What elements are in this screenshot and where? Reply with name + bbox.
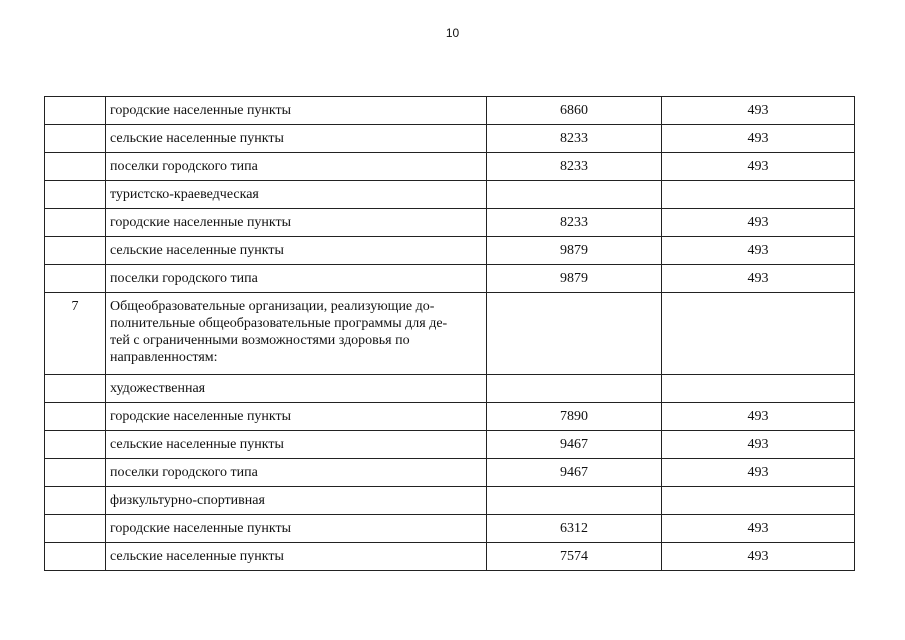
row-value-2: 493 [662,265,855,293]
row-value-2: 493 [662,543,855,571]
row-value-1: 8233 [487,209,662,237]
row-name: туристско-краеведческая [106,181,487,209]
row-number [45,153,106,181]
row-number [45,181,106,209]
row-number [45,515,106,543]
row-value-1: 6312 [487,515,662,543]
row-value-2: 493 [662,459,855,487]
row-value-1 [487,181,662,209]
row-number: 7 [45,293,106,375]
row-value-2: 493 [662,97,855,125]
row-number [45,97,106,125]
row-name: поселки городского типа [106,153,487,181]
row-number [45,459,106,487]
row-value-1: 6860 [487,97,662,125]
row-name: художественная [106,375,487,403]
row-name: сельские населенные пункты [106,125,487,153]
table-row [45,237,855,265]
row-name: сельские населенные пункты [106,237,487,265]
row-number [45,431,106,459]
row-name: поселки городского типа [106,265,487,293]
row-value-1 [487,375,662,403]
row-name: городские населенные пункты [106,403,487,431]
row-value-2: 493 [662,237,855,265]
row-number [45,265,106,293]
row-value-2: 493 [662,209,855,237]
row-name: городские населенные пункты [106,209,487,237]
row-number [45,543,106,571]
table-row [45,543,855,571]
table-row [45,209,855,237]
table-row [45,181,855,209]
row-number [45,209,106,237]
row-number [45,487,106,515]
row-value-1: 9467 [487,459,662,487]
row-value-1: 9467 [487,431,662,459]
row-value-2: 493 [662,403,855,431]
row-value-2: 493 [662,153,855,181]
row-value-2 [662,293,855,375]
table-row [45,431,855,459]
table-row [45,403,855,431]
tariff-table [44,96,855,571]
row-name-multiline: Общеобразовательные организации, реализующие до- полнительные общеобразовательные программы для де- тей с ограниченными возможностями здоровья по направленностям: [106,293,487,375]
row-name: сельские населенные пункты [106,543,487,571]
row-name: поселки городского типа [106,459,487,487]
row-value-2: 493 [662,125,855,153]
row-value-1: 7890 [487,403,662,431]
row-name: физкультурно-спортивная [106,487,487,515]
table-row [45,265,855,293]
table-row [45,487,855,515]
table-row [45,97,855,125]
row-number [45,403,106,431]
row-value-2 [662,487,855,515]
row-number [45,375,106,403]
row-value-2 [662,181,855,209]
row-name: сельские населенные пункты [106,431,487,459]
row-value-2: 493 [662,515,855,543]
row-name: городские населенные пункты [106,97,487,125]
row-value-1: 9879 [487,237,662,265]
table-row [45,125,855,153]
row-value-1: 8233 [487,125,662,153]
row-value-1: 7574 [487,543,662,571]
row-name: городские населенные пункты [106,515,487,543]
row-value-2: 493 [662,431,855,459]
row-value-2 [662,375,855,403]
table-row [45,375,855,403]
row-value-1: 9879 [487,265,662,293]
row-value-1 [487,487,662,515]
row-value-1: 8233 [487,153,662,181]
row-value-1 [487,293,662,375]
table-row [45,515,855,543]
page-number: 10 [445,26,460,40]
table-row [45,153,855,181]
table-row-section-7 [45,293,855,375]
table-row [45,459,855,487]
row-number [45,125,106,153]
row-number [45,237,106,265]
